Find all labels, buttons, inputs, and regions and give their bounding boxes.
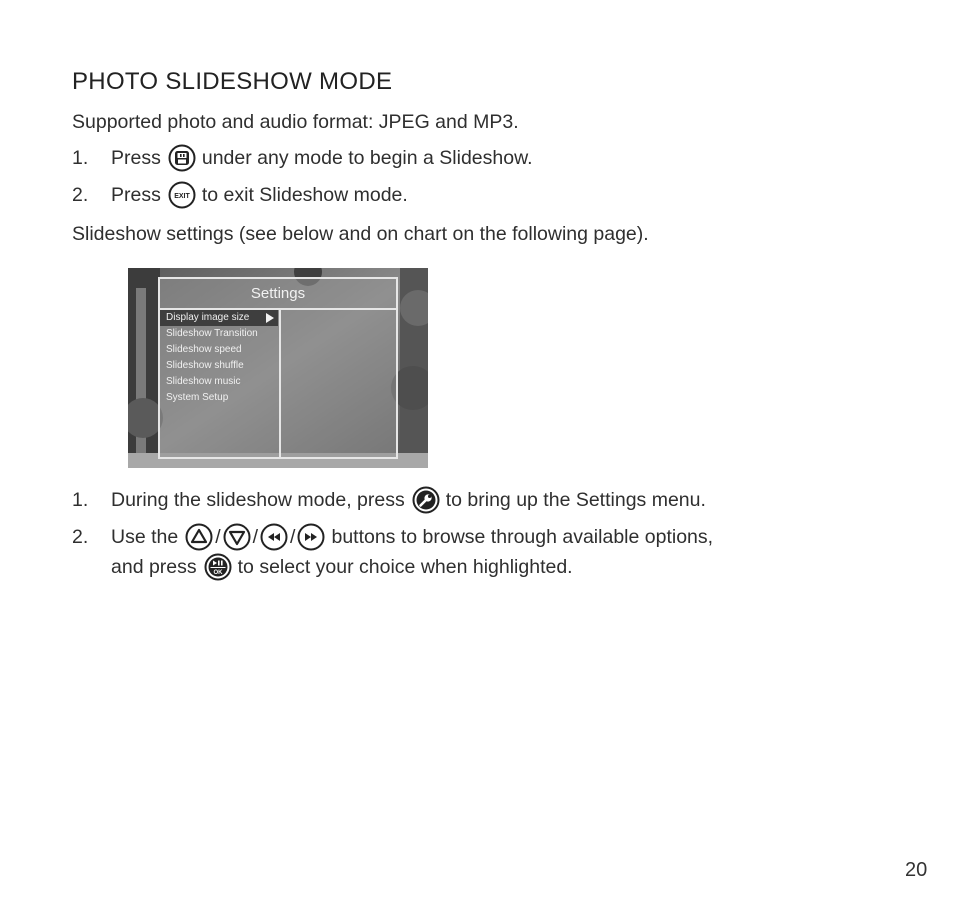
page-heading: PHOTO SLIDESHOW MODE	[72, 68, 393, 95]
step-text: to select your choice when highlighted.	[237, 555, 573, 578]
step-bottom-1	[72, 486, 706, 514]
step-bottom-2	[72, 523, 713, 551]
step-text: and press	[111, 555, 197, 578]
step-text: to bring up the Settings menu.	[445, 488, 706, 511]
settings-menu	[160, 310, 281, 459]
menu-item-slideshow-speed[interactable]: Slideshow speed	[166, 344, 242, 355]
settings-note: Slideshow settings (see below and on chart on the following page).	[72, 223, 649, 245]
step-number: 1.	[72, 146, 89, 169]
step-text: under any mode to begin a Slideshow.	[201, 146, 533, 169]
step-text: During the slideshow mode, press	[111, 488, 405, 511]
page-number: 20	[905, 859, 928, 881]
separator: /	[252, 525, 259, 548]
menu-item-slideshow-transition[interactable]: Slideshow Transition	[166, 328, 258, 339]
menu-item-slideshow-music[interactable]: Slideshow music	[166, 376, 241, 387]
step-top-1	[72, 144, 533, 172]
fast-forward-icon	[297, 523, 325, 551]
up-icon	[185, 523, 213, 551]
separator: /	[290, 525, 296, 548]
arrow-right-icon	[266, 313, 274, 323]
menu-item-label: Display image size	[166, 312, 250, 323]
wrench-icon	[412, 486, 440, 514]
menu-item-slideshow-shuffle[interactable]: Slideshow shuffle	[166, 360, 244, 371]
settings-screenshot	[128, 268, 428, 468]
exit-icon	[168, 181, 196, 209]
ok-label: OK	[213, 570, 223, 576]
play-pause-ok-icon	[204, 553, 232, 581]
exit-icon-label: EXIT	[174, 193, 190, 200]
separator: /	[215, 525, 221, 548]
step-number: 2.	[72, 525, 89, 548]
menu-item-system-setup[interactable]: System Setup	[166, 392, 229, 403]
slideshow-icon	[168, 144, 196, 172]
step-number: 1.	[72, 488, 89, 511]
step-number: 2.	[72, 183, 89, 206]
step-text: buttons to browse through available options,	[331, 525, 714, 548]
step-text: Press	[111, 146, 161, 169]
step-text: to exit Slideshow mode.	[201, 183, 408, 206]
step-text: Press	[111, 183, 161, 206]
step-top-2	[72, 181, 408, 209]
settings-panel	[158, 277, 398, 459]
step-text: Use the	[111, 525, 179, 548]
rewind-icon	[260, 523, 288, 551]
settings-title: Settings	[160, 279, 396, 310]
intro-text: Supported photo and audio format: JPEG and MP3.	[72, 111, 519, 133]
menu-item-display-image-size[interactable]	[160, 310, 278, 326]
down-icon	[223, 523, 251, 551]
step-bottom-2-cont	[111, 553, 573, 581]
